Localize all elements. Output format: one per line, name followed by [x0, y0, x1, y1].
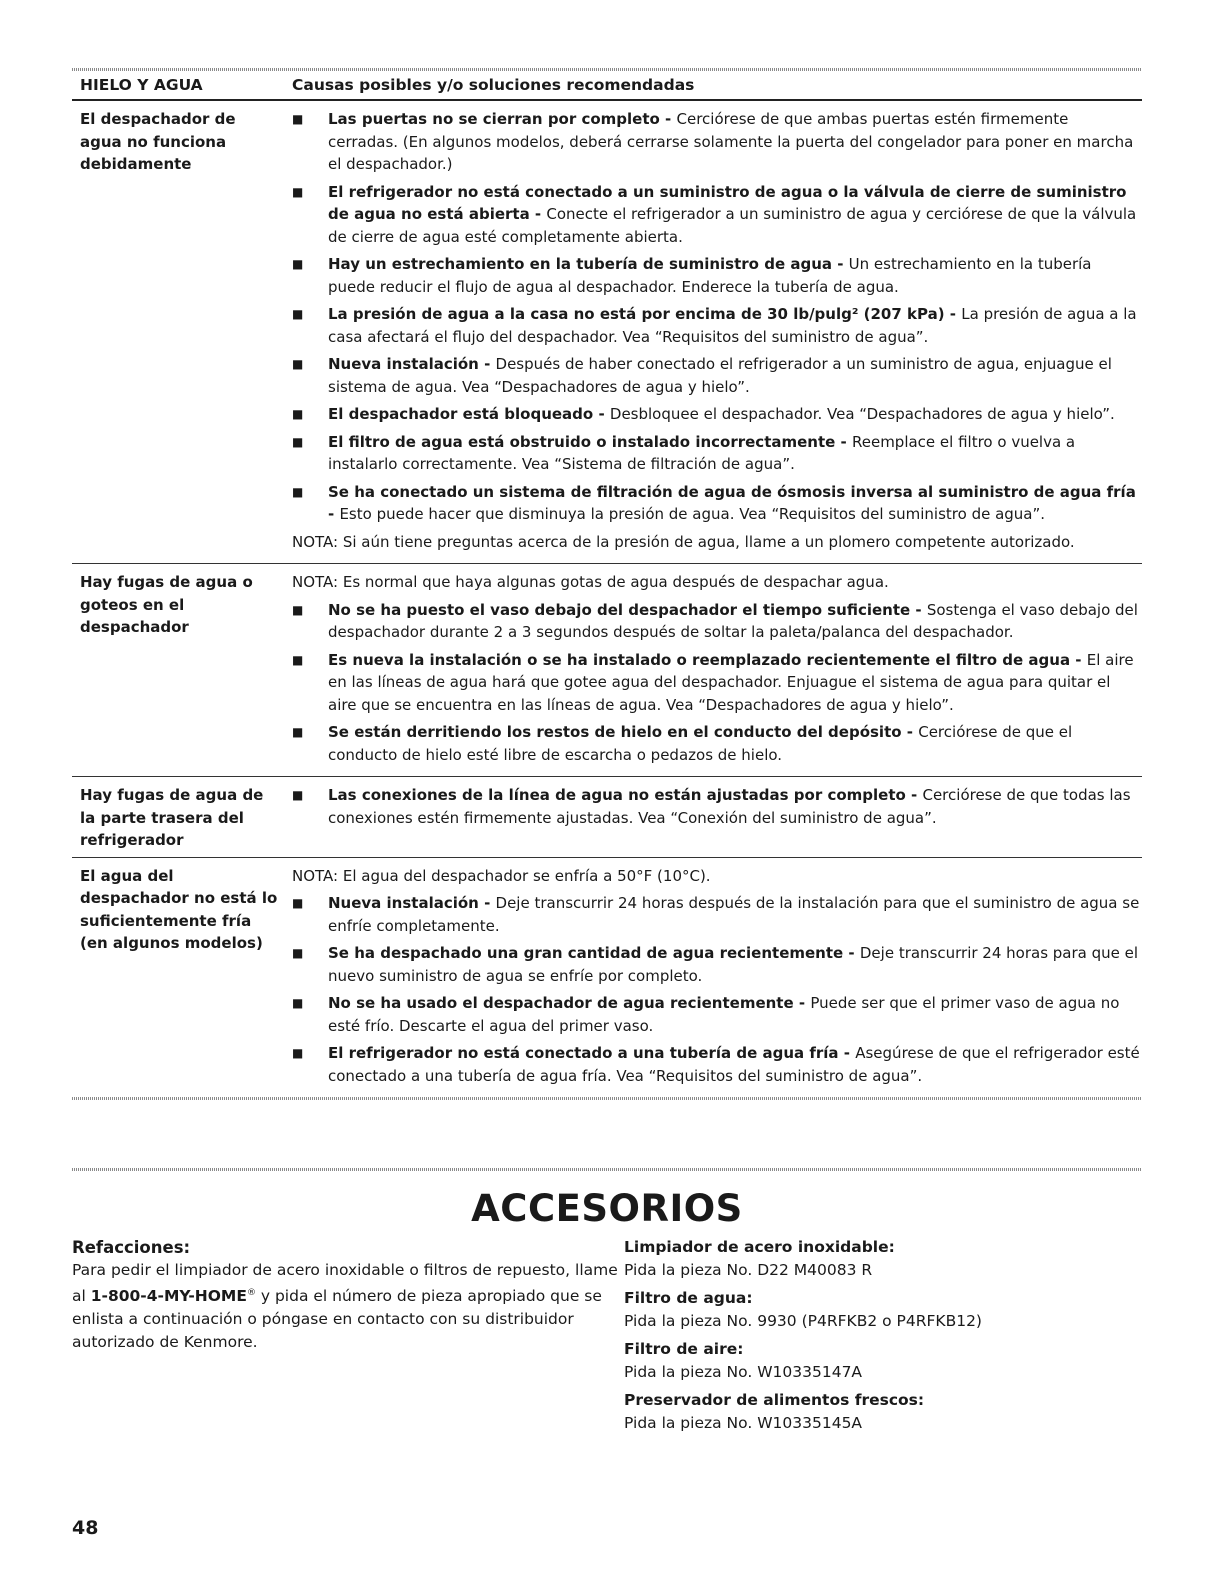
solution-remedy: El aire en las líneas de agua hará que gotee agua del despachador. Enjuague el sistema de agua para quitar el aire que se encuentra en las líneas de agua. Vea “Despachadores de agua y hielo”.: [328, 650, 1134, 714]
solution-item: [292, 784, 1142, 829]
square-bullet-icon: ■: [292, 357, 304, 371]
page-number: 48: [72, 1517, 99, 1539]
troubleshooting-rows: [72, 101, 1142, 1097]
solution-remedy: Reemplace el filtro o vuelva a instalarlo correctamente. Vea “Sistema de filtración de agua”.: [328, 432, 1076, 473]
solution-cause: Nueva instalación -: [328, 355, 496, 373]
replacement-text-after: y pida el número de pieza apropiado que se enlista a continuación o póngase en contacto con su distribuidor autorizado de Kenmore.: [72, 1287, 602, 1352]
square-bullet-icon: ■: [292, 896, 304, 910]
solution-remedy: Deje transcurrir 24 horas para que el nuevo suministro de agua se enfríe por completo.: [328, 944, 1139, 985]
solution-item: [292, 431, 1142, 476]
solution-text: [328, 784, 1142, 829]
solution-text: [328, 892, 1142, 937]
solution-item: [292, 649, 1142, 717]
solution-cause: Se ha despachado una gran cantidad de agua recientemente -: [328, 944, 860, 962]
table-row: [72, 564, 1142, 777]
solution-cause: Las conexiones de la línea de agua no están ajustadas por completo -: [328, 786, 923, 804]
solution-remedy: Puede ser que el primer vaso de agua no esté frío. Descarte el agua del primer vaso.: [328, 994, 1120, 1035]
table-header: [72, 71, 1142, 101]
note-text: NOTA: Es normal que haya algunas gotas de agua después de despachar agua.: [292, 573, 889, 591]
part-number: Pida la pieza No. W10335147A: [624, 1363, 863, 1381]
solution-cause: Las puertas no se cierran por completo -: [328, 110, 677, 128]
part-label: Preservador de alimentos frescos:: [624, 1391, 925, 1409]
solution-cause: El despachador está bloqueado -: [328, 405, 610, 423]
square-bullet-icon: ■: [292, 407, 304, 421]
solution-remedy: Cerciórese de que el conducto de hielo esté libre de escarcha o pedazos de hielo.: [328, 723, 1073, 764]
square-bullet-icon: ■: [292, 1046, 304, 1060]
solution-cause: Nueva instalación -: [328, 894, 496, 912]
solution-item: [292, 403, 1142, 426]
solution-remedy: Conecte el refrigerador a un suministro de agua y cerciórese de que la válvula de cierre de agua esté completamente abierta.: [328, 205, 1137, 246]
phone-number: 1-800-4-MY-HOME: [90, 1287, 247, 1306]
solution-text: [328, 1042, 1142, 1087]
solution-text: [328, 721, 1142, 766]
problem-label: Hay fugas de agua de la parte trasera del refrigerador: [80, 786, 264, 849]
square-bullet-icon: ■: [292, 652, 304, 667]
part-number: Pida la pieza No. D22 M40083 R: [624, 1261, 873, 1279]
page: [72, 0, 1142, 1435]
top-margin: [72, 0, 1142, 68]
solution-remedy: Después de haber conectado el refrigerador a un suministro de agua, enjuague el sistema de agua. Vea “Despachadores de agua y hielo”.: [328, 355, 1112, 396]
registered-mark: ®: [246, 1288, 256, 1298]
solution-item: [292, 481, 1142, 526]
solutions-cell: [292, 784, 1142, 852]
part-number: Pida la pieza No. 9930 (P4RFKB2 o P4RFKB12): [624, 1312, 982, 1330]
solution-item: [292, 181, 1142, 249]
table-row: [72, 101, 1142, 564]
replacement-text: [72, 1259, 624, 1354]
solutions-cell: [292, 571, 1142, 771]
header-solutions: Causas posibles y/o soluciones recomendadas: [292, 76, 695, 94]
square-bullet-icon: ■: [292, 184, 304, 199]
solution-cause: Es nueva la instalación o se ha instalado o reemplazado recientemente el filtro de agua -: [328, 650, 1087, 669]
square-bullet-icon: ■: [292, 725, 304, 739]
part-number: Pida la pieza No. W10335145A: [624, 1414, 863, 1432]
solution-text: [328, 431, 1142, 476]
solution-remedy: Esto puede hacer que disminuya la presión de agua. Vea “Requisitos del suministro de agua”.: [339, 505, 1046, 523]
solution-cause: No se ha puesto el vaso debajo del despachador el tiempo suficiente -: [328, 600, 927, 619]
solution-text: [328, 942, 1142, 987]
solution-text: [328, 649, 1142, 717]
solution-item: [292, 303, 1142, 348]
solution-text: [328, 253, 1142, 298]
solution-item: [292, 892, 1142, 937]
solution-text: [328, 403, 1142, 426]
solution-item: [292, 992, 1142, 1037]
solution-item: [292, 108, 1142, 176]
parts-list: [624, 1236, 1142, 1435]
solution-cause: No se ha usado el despachador de agua recientemente -: [328, 994, 811, 1012]
solution-cause: Se ha conectado un sistema de filtración de agua de ósmosis inversa al suministro de agua fría -: [328, 482, 1136, 523]
solution-cause: Se están derritiendo los restos de hielo en el conducto del depósito -: [328, 723, 919, 741]
solution-text: [328, 481, 1142, 526]
table-row: [72, 777, 1142, 858]
accessories-top-rule: [72, 1168, 1142, 1171]
solution-remedy: Cerciórese de que ambas puertas estén firmemente cerradas. (En algunos modelos, deberá cerrarse solamente la puerta del congelador para poner en marcha el despachador.): [328, 110, 1134, 173]
square-bullet-icon: ■: [292, 996, 304, 1010]
problem-label: El despachador de agua no funciona debidamente: [80, 110, 236, 173]
solution-remedy: Asegúrese de que el refrigerador esté conectado a una tubería de agua fría. Vea “Requisitos del suministro de agua”.: [328, 1044, 1140, 1085]
solution-text: [328, 992, 1142, 1037]
square-bullet-icon: ■: [292, 788, 304, 802]
note-text: NOTA: Si aún tiene preguntas acerca de la presión de agua, llame a un plomero competente autorizado.: [292, 532, 1075, 551]
part-label: Filtro de aire:: [624, 1340, 744, 1358]
solutions-cell: [292, 108, 1142, 558]
solution-cause: Hay un estrechamiento en la tubería de suministro de agua -: [328, 255, 849, 273]
header-problem: HIELO Y AGUA: [80, 76, 203, 94]
solution-cause: La presión de agua a la casa no está por encima de 30 lb/pulg² (207 kPa) -: [328, 305, 962, 323]
square-bullet-icon: ■: [292, 307, 304, 321]
square-bullet-icon: ■: [292, 602, 304, 617]
solution-text: [328, 353, 1142, 398]
solution-text: [328, 108, 1142, 176]
solution-cause: El refrigerador no está conectado a una tubería de agua fría -: [328, 1044, 856, 1062]
square-bullet-icon: ■: [292, 484, 304, 499]
replacement-text-before: Para pedir el limpiador de acero inoxidable o filtros de repuesto, llame al: [72, 1261, 618, 1306]
accessories-title: ACCESORIOS: [471, 1187, 743, 1230]
note-text: NOTA: El agua del despachador se enfría a 50°F (10°C).: [292, 866, 711, 885]
solution-item: [292, 721, 1142, 766]
solution-item: [292, 253, 1142, 298]
solution-cause: El refrigerador no está conectado a un suministro de agua o la válvula de cierre de suministro de agua no está abierta -: [328, 182, 1127, 223]
solution-item: [292, 599, 1142, 644]
square-bullet-icon: ■: [292, 946, 304, 960]
solutions-cell: [292, 865, 1142, 1093]
solution-item: [292, 353, 1142, 398]
replacement-heading: Refacciones:: [72, 1238, 191, 1257]
solution-item: [292, 1042, 1142, 1087]
solution-item: [292, 942, 1142, 987]
solution-remedy: La presión de agua a la casa afectará el flujo del despachador. Vea “Requisitos del suministro de agua”.: [328, 305, 1137, 346]
accessories-section: [72, 1236, 1142, 1435]
solution-remedy: Un estrechamiento en la tubería puede reducir el flujo de agua al despachador. Enderece la tubería de agua.: [328, 255, 1092, 296]
solution-remedy: Cerciórese de que todas las conexiones estén firmemente ajustadas. Vea “Conexión del suministro de agua”.: [328, 786, 1131, 827]
square-bullet-icon: ■: [292, 257, 304, 271]
replacement-parts: [72, 1236, 624, 1435]
section-gap: [72, 1100, 1142, 1168]
table-row: [72, 858, 1142, 1098]
part-label: Filtro de agua:: [624, 1289, 753, 1307]
part-label: Limpiador de acero inoxidable:: [624, 1238, 895, 1256]
problem-label: El agua del despachador no está lo suficientemente fría (en algunos modelos): [80, 866, 278, 952]
solution-remedy: Deje transcurrir 24 horas después de la instalación para que el suministro de agua se enfríe completamente.: [328, 894, 1140, 935]
solution-remedy: Desbloquee el despachador. Vea “Despachadores de agua y hielo”.: [609, 405, 1115, 423]
solution-remedy: Sostenga el vaso debajo del despachador durante 2 a 3 segundos después de soltar la paleta/palanca del despachador.: [328, 600, 1138, 641]
solution-text: [328, 599, 1142, 644]
problem-label: Hay fugas de agua o goteos en el despachador: [80, 573, 253, 636]
solution-text: [328, 303, 1142, 348]
solution-cause: El filtro de agua está obstruido o instalado incorrectamente -: [328, 432, 852, 451]
square-bullet-icon: ■: [292, 112, 304, 126]
square-bullet-icon: ■: [292, 434, 304, 449]
solution-text: [328, 181, 1142, 249]
